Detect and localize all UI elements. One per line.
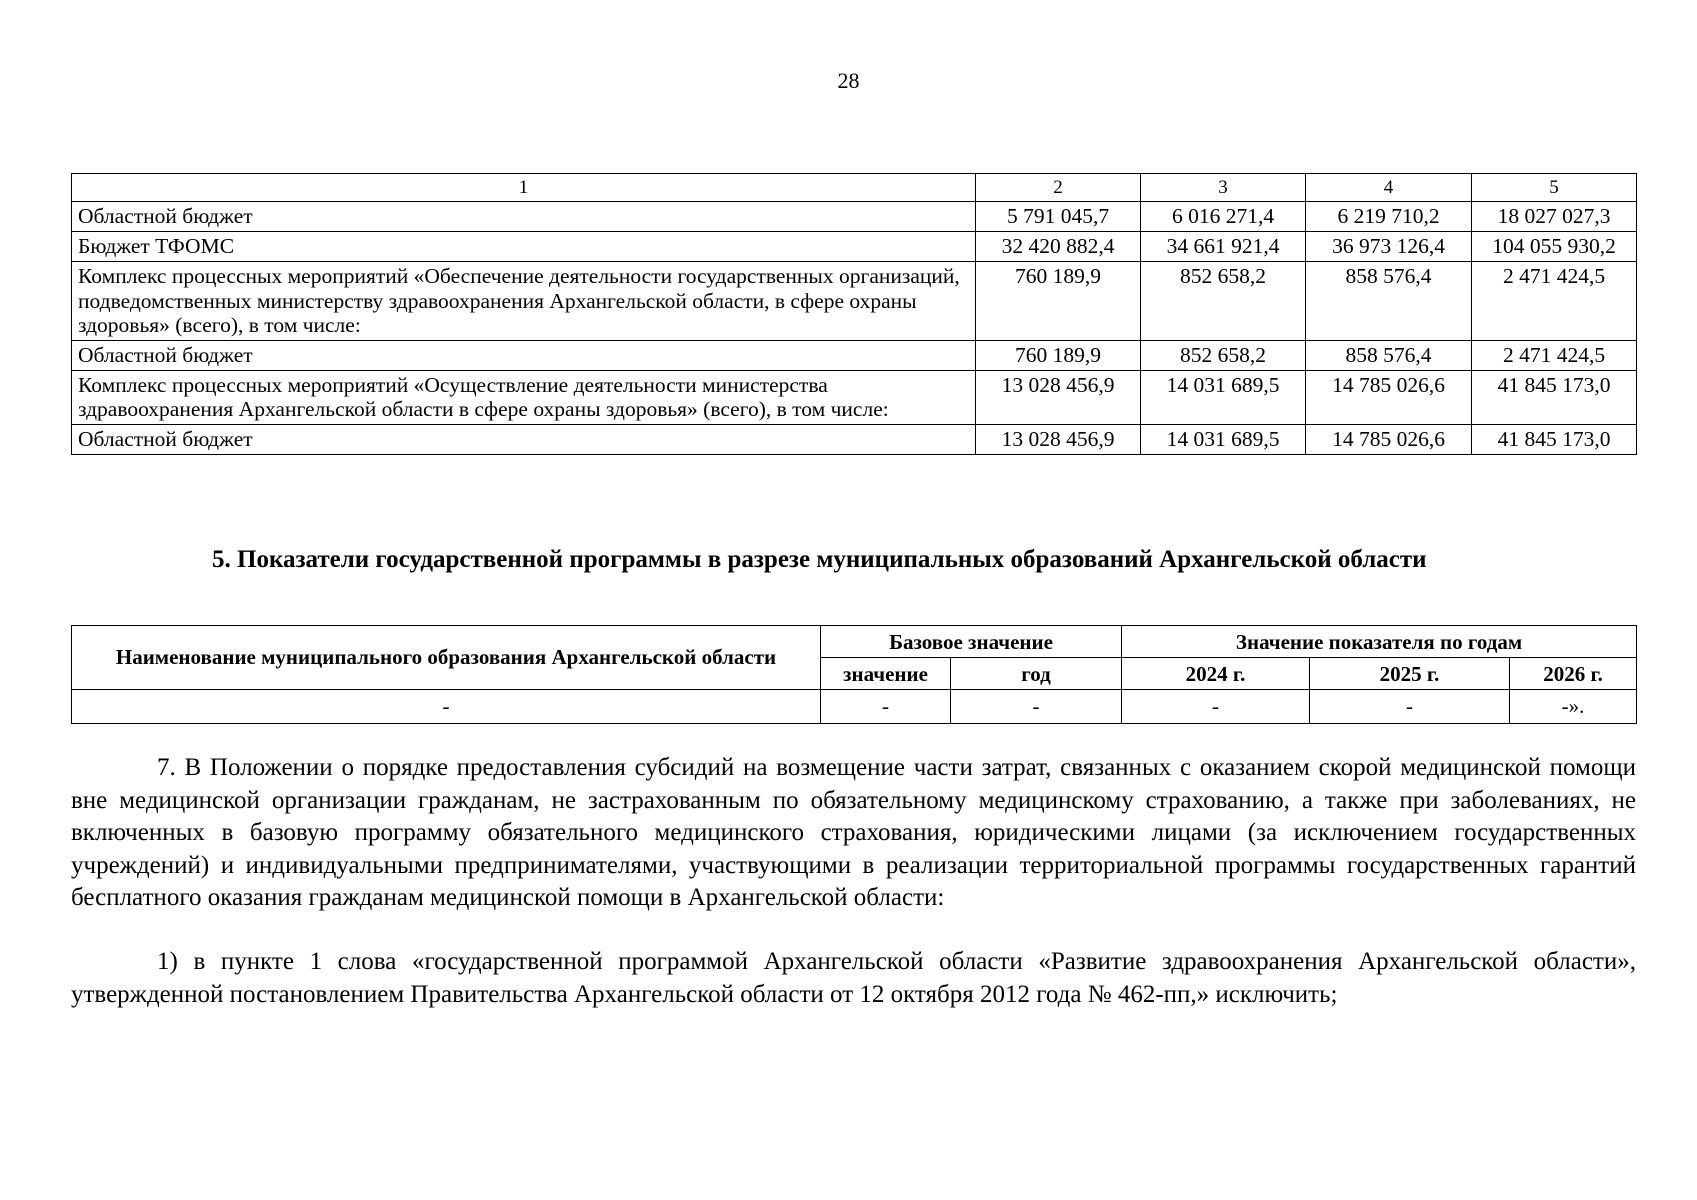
paragraph-7-item-1: 1) в пункте 1 слова «государственной программой Архангельской области «Развитие здравоохранения Архангельской области», утвержденной постановлением Правительства Архангельской области от 12 октября 2012 года № 462-пп,» исключить; [71,948,1636,1008]
row-value: 13 028 456,9 [976,424,1141,454]
year-header: год [951,658,1122,690]
table-cell: - [72,690,821,724]
table-cell: - [951,690,1122,724]
row-value: 858 576,4 [1306,340,1472,370]
indicators-table [71,625,1637,724]
row-value: 14 031 689,5 [1141,370,1306,424]
table-row [72,690,1637,724]
row-value: 13 028 456,9 [976,370,1141,424]
base-value-header: Базовое значение [821,626,1122,658]
table-cell: - [1122,690,1310,724]
page-number: 28 [837,68,860,93]
row-name: Областной бюджет [72,202,976,232]
municipality-header: Наименование муниципального образования Архангельской области [72,626,821,690]
row-value: 36 973 126,4 [1306,232,1472,262]
row-value: 760 189,9 [976,340,1141,370]
table-row [72,370,1637,424]
table-row [72,202,1637,232]
column-number: 5 [1472,174,1637,202]
by-years-header: Значение показателя по годам [1122,626,1637,658]
row-value: 760 189,9 [976,262,1141,341]
row-name: Комплекс процессных мероприятий «Обеспечение деятельности государственных организаций, подведомственных министерству здравоохранения Архангельской области, в сфере охраны здоровья» (всего), в том числе: [72,262,976,341]
row-value: 858 576,4 [1306,262,1472,341]
column-number: 2 [976,174,1141,202]
year-2025-header: 2025 г. [1310,658,1510,690]
row-value: 34 661 921,4 [1141,232,1306,262]
row-name: Областной бюджет [72,424,976,454]
row-value: 14 785 026,6 [1306,424,1472,454]
row-value: 41 845 173,0 [1472,370,1637,424]
row-value: 14 031 689,5 [1141,424,1306,454]
paragraph-7: 7. В Положении о порядке предоставления субсидий на возмещение части затрат, связанных с оказанием скорой медицинской помощи вне медицинской организации гражданам, не застрахованным по обязательному медицинскому страхованию, а также при заболеваниях, не включенных в базовую программу обязательного медицинского страхования, юридическими лицами (за исключением государственных учреждений) и индивидуальными предпринимателями, участвующими в реализации территориальной программы государственных гарантий бесплатного оказания гражданам медицинской помощи в Архангельской области: [71,754,1636,911]
row-value: 18 027 027,3 [1472,202,1637,232]
table-cell: -». [1510,690,1637,724]
column-number: 3 [1141,174,1306,202]
column-number-row [72,174,1637,202]
header-row [72,626,1637,658]
row-value: 2 471 424,5 [1472,262,1637,341]
section-heading: 5. Показатели государственной программы в разрезе муниципальных образований Архангельской области [212,546,1427,573]
row-name: Комплекс процессных мероприятий «Осуществление деятельности министерства здравоохранения Архангельской области в сфере охраны здоровья» (всего), в том числе: [72,370,976,424]
table-row [72,262,1637,341]
row-value: 5 791 045,7 [976,202,1141,232]
row-value: 6 016 271,4 [1141,202,1306,232]
column-number: 4 [1306,174,1472,202]
column-number: 1 [72,174,976,202]
row-value: 2 471 424,5 [1472,340,1637,370]
value-header: значение [821,658,951,690]
row-name: Бюджет ТФОМС [72,232,976,262]
year-2024-header: 2024 г. [1122,658,1310,690]
row-value: 41 845 173,0 [1472,424,1637,454]
finance-table [71,173,1637,455]
table-cell: - [1310,690,1510,724]
row-value: 6 219 710,2 [1306,202,1472,232]
year-2026-header: 2026 г. [1510,658,1637,690]
table-row [72,424,1637,454]
row-value: 32 420 882,4 [976,232,1141,262]
row-value: 14 785 026,6 [1306,370,1472,424]
row-value: 852 658,2 [1141,262,1306,341]
row-value: 104 055 930,2 [1472,232,1637,262]
table-row [72,232,1637,262]
row-value: 852 658,2 [1141,340,1306,370]
table-cell: - [821,690,951,724]
table-row [72,340,1637,370]
row-name: Областной бюджет [72,340,976,370]
